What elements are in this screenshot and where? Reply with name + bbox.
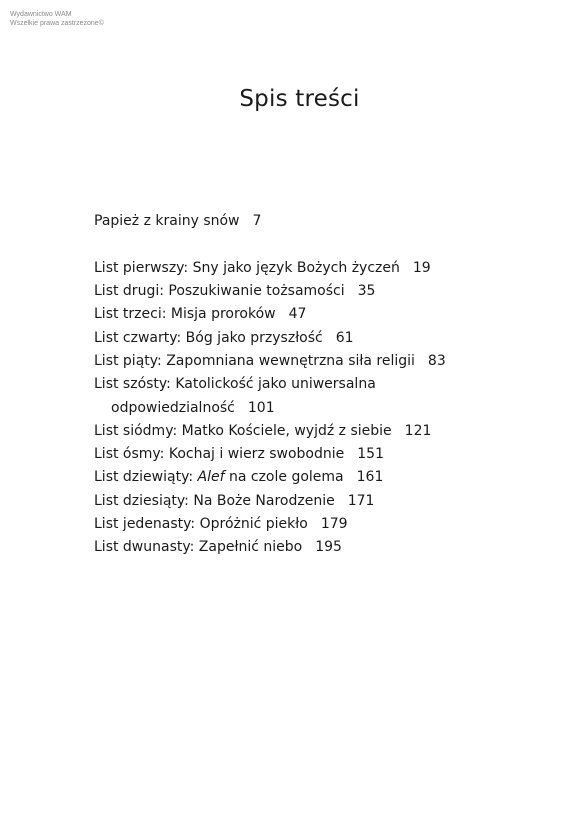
toc-entry-title: List pierwszy: Sny jako język Bożych życzeń xyxy=(94,259,400,276)
toc-entry-page: 19 xyxy=(412,259,431,276)
toc-entry-title: List jedenasty: Opróżnić piekło xyxy=(94,516,308,533)
toc-entry-page: 179 xyxy=(320,516,348,533)
toc-entry-title: List dziesiąty: Na Boże Narodzenie xyxy=(94,492,335,509)
watermark-rights: Wszelkie prawa zastrzeżone© xyxy=(10,20,104,27)
toc-entry-title: List szósty: Katolickość jako uniwersalna xyxy=(94,376,376,393)
toc-entry-title: List piąty: Zapomniana wewnętrzna siła religii xyxy=(94,352,415,369)
toc-entry-title: List drugi: Poszukiwanie tożsamości xyxy=(94,283,345,300)
toc-entry-title-continued: odpowiedzialność xyxy=(111,399,235,416)
toc-entry-title-suffix: na czole golema xyxy=(224,469,344,486)
toc-entry-page: 121 xyxy=(404,422,432,439)
toc-entry-title-prefix: List dziewiąty: xyxy=(94,469,198,486)
toc-entry-letter-6-continued xyxy=(94,397,564,420)
toc-entry-letter-2 xyxy=(94,280,564,303)
toc-entry-page: 195 xyxy=(315,539,342,556)
toc-entry-page: 7 xyxy=(252,213,262,229)
toc-entry-prologue xyxy=(94,210,564,233)
toc-entry-title-italic: Alef xyxy=(197,469,225,486)
toc-entry-title: List dwunasty: Zapełnić niebo xyxy=(94,539,303,556)
toc-entry-letter-11 xyxy=(94,513,564,536)
toc-entry-letter-7 xyxy=(94,420,564,443)
toc-entry-page: 61 xyxy=(335,329,354,346)
toc-entry-title: List czwarty: Bóg jako przyszłość xyxy=(94,329,323,346)
toc-entry-page: 171 xyxy=(347,492,375,509)
toc-entry-letter-12 xyxy=(94,536,564,559)
toc-entry-letter-1 xyxy=(94,257,564,280)
toc-entry-letter-5 xyxy=(94,350,564,373)
toc-entry-page: 83 xyxy=(427,352,446,369)
toc-entry-title: List ósmy: Kochaj i wierz swobodnie xyxy=(94,446,345,463)
watermark-publisher: Wydawnictwo WAM xyxy=(10,11,72,18)
toc-entry-letter-10 xyxy=(94,490,564,513)
toc-entry-page: 161 xyxy=(356,469,384,486)
toc-entry-letter-3 xyxy=(94,303,564,326)
toc-entry-title: List trzeci: Misja proroków xyxy=(94,306,276,323)
toc-spacer xyxy=(94,233,564,257)
toc-entry-page: 35 xyxy=(357,283,376,300)
toc-entry-page: 47 xyxy=(288,306,307,323)
table-of-contents xyxy=(94,210,564,560)
toc-entry-letter-6 xyxy=(94,373,564,396)
toc-entry-letter-8 xyxy=(94,443,564,466)
toc-entry-letter-4 xyxy=(94,327,564,350)
toc-entry-page: 151 xyxy=(357,446,384,463)
toc-entry-title: List siódmy: Matko Kościele, wyjdź z siebie xyxy=(94,422,392,439)
toc-entry-title: Papież z krainy snów xyxy=(94,213,240,229)
watermark xyxy=(10,10,104,28)
toc-entry-letter-9 xyxy=(94,466,564,489)
toc-entry-page: 101 xyxy=(247,399,275,416)
page-title: Spis treści xyxy=(239,86,360,112)
